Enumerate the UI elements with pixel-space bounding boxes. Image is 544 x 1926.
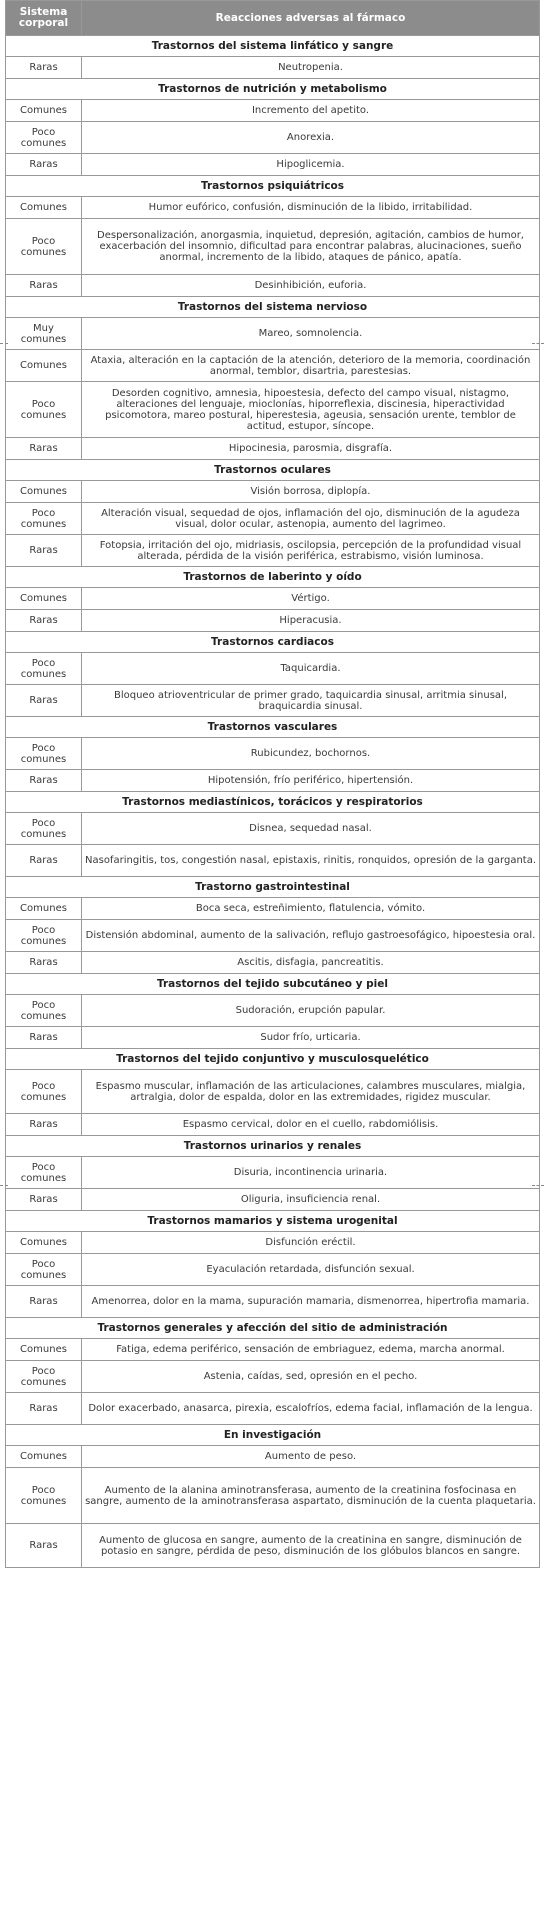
page-break-line [532, 343, 544, 344]
table-row [6, 535, 540, 567]
table-row [6, 1446, 540, 1468]
table-row [6, 770, 540, 792]
reaction-cell: Alteración visual, sequedad de ojos, inflamación del ojo, disminución de la agudeza visual, dolor ocular, astenopia, aumento del lagrimeo. [82, 503, 540, 535]
reaction-cell: Incremento del apetito. [82, 100, 540, 122]
frequency-cell: Poco comunes [6, 382, 82, 438]
section-header-row [6, 79, 540, 100]
page-break-line [0, 343, 8, 344]
table-row [6, 1232, 540, 1254]
table-row [6, 1524, 540, 1568]
frequency-cell: Poco comunes [6, 995, 82, 1027]
reaction-cell: Mareo, somnolencia. [82, 318, 540, 350]
reaction-cell: Bloqueo atrioventricular de primer grado, taquicardia sinusal, arritmia sinusal, braquicardia sinusal. [82, 685, 540, 717]
table-row [6, 219, 540, 275]
section-title: Trastornos vasculares [6, 717, 540, 738]
reaction-cell: Disnea, sequedad nasal. [82, 813, 540, 845]
frequency-cell: Comunes [6, 588, 82, 610]
table-row [6, 738, 540, 770]
reaction-cell: Neutropenia. [82, 57, 540, 79]
reaction-cell: Astenia, caídas, sed, opresión en el pecho. [82, 1361, 540, 1393]
table-row [6, 610, 540, 632]
frequency-cell: Comunes [6, 100, 82, 122]
frequency-cell: Raras [6, 1189, 82, 1211]
table-row [6, 1254, 540, 1286]
reaction-cell: Nasofaringitis, tos, congestión nasal, epistaxis, rinitis, ronquidos, opresión de la garganta. [82, 845, 540, 877]
section-title: Trastornos de nutrición y metabolismo [6, 79, 540, 100]
reaction-cell: Hipoglicemia. [82, 154, 540, 176]
section-header-row [6, 1049, 540, 1070]
reaction-cell: Ataxia, alteración en la captación de la atención, deterioro de la memoria, coordinación anormal, temblor, disartria, parestesias. [82, 350, 540, 382]
table-row [6, 382, 540, 438]
header-body-system: Sistema corporal [6, 1, 82, 36]
reaction-cell: Desorden cognitivo, amnesia, hipoestesia, defecto del campo visual, nistagmo, alteraciones del lenguaje, mioclonías, hiporreflexia, discinesia, hiperactividad psicomotora, mareo postural, hiperestesia, ageusia, sensación urente, temblor de actitud, estupor, síncope. [82, 382, 540, 438]
table-row [6, 1027, 540, 1049]
frequency-cell: Raras [6, 952, 82, 974]
table-row [6, 122, 540, 154]
section-header-row [6, 717, 540, 738]
section-header-row [6, 1211, 540, 1232]
frequency-cell: Raras [6, 154, 82, 176]
frequency-cell: Poco comunes [6, 219, 82, 275]
section-title: Trastornos urinarios y renales [6, 1136, 540, 1157]
reaction-cell: Oliguria, insuficiencia renal. [82, 1189, 540, 1211]
page-break-line [0, 1185, 8, 1186]
section-header-row [6, 877, 540, 898]
reaction-cell: Ascitis, disfagia, pancreatitis. [82, 952, 540, 974]
table-row [6, 503, 540, 535]
frequency-cell: Raras [6, 1524, 82, 1568]
table-body [6, 36, 540, 1568]
table-row [6, 1286, 540, 1318]
section-header-row [6, 460, 540, 481]
table-row [6, 588, 540, 610]
table-row [6, 275, 540, 297]
table-row [6, 1468, 540, 1524]
table-row [6, 920, 540, 952]
section-header-row [6, 1318, 540, 1339]
reaction-cell: Aumento de glucosa en sangre, aumento de la creatinina en sangre, disminución de potasio en sangre, pérdida de peso, disminución de los glóbulos blancos en sangre. [82, 1524, 540, 1568]
frequency-cell: Poco comunes [6, 1157, 82, 1189]
reaction-cell: Amenorrea, dolor en la mama, supuración mamaria, dismenorrea, hipertrofia mamaria. [82, 1286, 540, 1318]
frequency-cell: Muy comunes [6, 318, 82, 350]
reaction-cell: Desinhibición, euforia. [82, 275, 540, 297]
section-header-row [6, 792, 540, 813]
reaction-cell: Distensión abdominal, aumento de la salivación, reflujo gastroesofágico, hipoestesia oral. [82, 920, 540, 952]
frequency-cell: Comunes [6, 481, 82, 503]
section-header-row [6, 1425, 540, 1446]
reaction-cell: Aumento de peso. [82, 1446, 540, 1468]
section-header-row [6, 974, 540, 995]
section-title: Trastorno gastrointestinal [6, 877, 540, 898]
section-header-row [6, 176, 540, 197]
reaction-cell: Sudor frío, urticaria. [82, 1027, 540, 1049]
table-row [6, 438, 540, 460]
section-title: Trastornos oculares [6, 460, 540, 481]
table-row [6, 197, 540, 219]
section-header-row [6, 1136, 540, 1157]
section-header-row [6, 567, 540, 588]
table-row [6, 1070, 540, 1114]
frequency-cell: Raras [6, 1114, 82, 1136]
reaction-cell: Hiperacusia. [82, 610, 540, 632]
table-row [6, 1339, 540, 1361]
frequency-cell: Poco comunes [6, 122, 82, 154]
reaction-cell: Vértigo. [82, 588, 540, 610]
frequency-cell: Raras [6, 685, 82, 717]
section-title: Trastornos del tejido conjuntivo y musculosquelético [6, 1049, 540, 1070]
frequency-cell: Raras [6, 770, 82, 792]
adverse-reactions-table-container [5, 0, 540, 1568]
table-row [6, 1189, 540, 1211]
reaction-cell: Rubicundez, bochornos. [82, 738, 540, 770]
frequency-cell: Poco comunes [6, 1468, 82, 1524]
reaction-cell: Hipocinesia, parosmia, disgrafía. [82, 438, 540, 460]
frequency-cell: Raras [6, 845, 82, 877]
table-row [6, 154, 540, 176]
frequency-cell: Comunes [6, 1232, 82, 1254]
table-row [6, 100, 540, 122]
reaction-cell: Boca seca, estreñimiento, flatulencia, vómito. [82, 898, 540, 920]
frequency-cell: Comunes [6, 1339, 82, 1361]
header-adverse-reactions: Reacciones adversas al fármaco [82, 1, 540, 36]
table-row [6, 57, 540, 79]
reaction-cell: Humor eufórico, confusión, disminución de la libido, irritabilidad. [82, 197, 540, 219]
section-title: Trastornos del sistema linfático y sangre [6, 36, 540, 57]
frequency-cell: Raras [6, 438, 82, 460]
table-row [6, 318, 540, 350]
reaction-cell: Aumento de la alanina aminotransferasa, aumento de la creatinina fosfocinasa en sangre, aumento de la aminotransferasa aspartato, disminución de la cuenta plaquetaria. [82, 1468, 540, 1524]
table-row [6, 1114, 540, 1136]
frequency-cell: Poco comunes [6, 813, 82, 845]
frequency-cell: Raras [6, 275, 82, 297]
frequency-cell: Poco comunes [6, 503, 82, 535]
section-title: Trastornos psiquiátricos [6, 176, 540, 197]
table-row [6, 1393, 540, 1425]
page-break-line [532, 1185, 544, 1186]
reaction-cell: Sudoración, erupción papular. [82, 995, 540, 1027]
table-row [6, 653, 540, 685]
frequency-cell: Poco comunes [6, 1254, 82, 1286]
frequency-cell: Comunes [6, 898, 82, 920]
frequency-cell: Raras [6, 1027, 82, 1049]
section-title: Trastornos generales y afección del sitio de administración [6, 1318, 540, 1339]
frequency-cell: Poco comunes [6, 1070, 82, 1114]
section-title: Trastornos del sistema nervioso [6, 297, 540, 318]
table-row [6, 1157, 540, 1189]
section-header-row [6, 632, 540, 653]
frequency-cell: Raras [6, 1286, 82, 1318]
reaction-cell: Espasmo muscular, inflamación de las articulaciones, calambres musculares, mialgia, artralgia, dolor de espalda, dolor en las extremidades, rigidez muscular. [82, 1070, 540, 1114]
frequency-cell: Raras [6, 57, 82, 79]
reaction-cell: Fatiga, edema periférico, sensación de embriaguez, edema, marcha anormal. [82, 1339, 540, 1361]
frequency-cell: Raras [6, 1393, 82, 1425]
frequency-cell: Raras [6, 610, 82, 632]
adverse-reactions-table [5, 0, 540, 1568]
table-row [6, 952, 540, 974]
reaction-cell: Eyaculación retardada, disfunción sexual. [82, 1254, 540, 1286]
section-title: Trastornos cardiacos [6, 632, 540, 653]
frequency-cell: Poco comunes [6, 738, 82, 770]
table-row [6, 813, 540, 845]
table-row [6, 845, 540, 877]
section-title: En investigación [6, 1425, 540, 1446]
reaction-cell: Taquicardia. [82, 653, 540, 685]
section-title: Trastornos mamarios y sistema urogenital [6, 1211, 540, 1232]
table-row [6, 898, 540, 920]
reaction-cell: Espasmo cervical, dolor en el cuello, rabdomiólisis. [82, 1114, 540, 1136]
table-row [6, 1361, 540, 1393]
reaction-cell: Fotopsia, irritación del ojo, midriasis, oscilopsia, percepción de la profundidad visual alterada, pérdida de la visión periférica, estrabismo, visión luminosa. [82, 535, 540, 567]
frequency-cell: Poco comunes [6, 920, 82, 952]
frequency-cell: Raras [6, 535, 82, 567]
section-title: Trastornos mediastínicos, torácicos y respiratorios [6, 792, 540, 813]
frequency-cell: Poco comunes [6, 653, 82, 685]
frequency-cell: Poco comunes [6, 1361, 82, 1393]
table-header-row [6, 1, 540, 36]
reaction-cell: Disfunción eréctil. [82, 1232, 540, 1254]
frequency-cell: Comunes [6, 1446, 82, 1468]
reaction-cell: Hipotensión, frío periférico, hipertensión. [82, 770, 540, 792]
frequency-cell: Comunes [6, 197, 82, 219]
section-header-row [6, 36, 540, 57]
table-row [6, 995, 540, 1027]
reaction-cell: Anorexia. [82, 122, 540, 154]
table-row [6, 350, 540, 382]
section-title: Trastornos del tejido subcutáneo y piel [6, 974, 540, 995]
section-header-row [6, 297, 540, 318]
table-row [6, 685, 540, 717]
reaction-cell: Visión borrosa, diplopía. [82, 481, 540, 503]
reaction-cell: Dolor exacerbado, anasarca, pirexia, escalofríos, edema facial, inflamación de la lengua. [82, 1393, 540, 1425]
frequency-cell: Comunes [6, 350, 82, 382]
section-title: Trastornos de laberinto y oído [6, 567, 540, 588]
reaction-cell: Despersonalización, anorgasmia, inquietud, depresión, agitación, cambios de humor, exacerbación del insomnio, dificultad para encontrar palabras, alucinaciones, sueño anormal, incremento de la libido, ataques de pánico, apatía. [82, 219, 540, 275]
table-row [6, 481, 540, 503]
reaction-cell: Disuria, incontinencia urinaria. [82, 1157, 540, 1189]
